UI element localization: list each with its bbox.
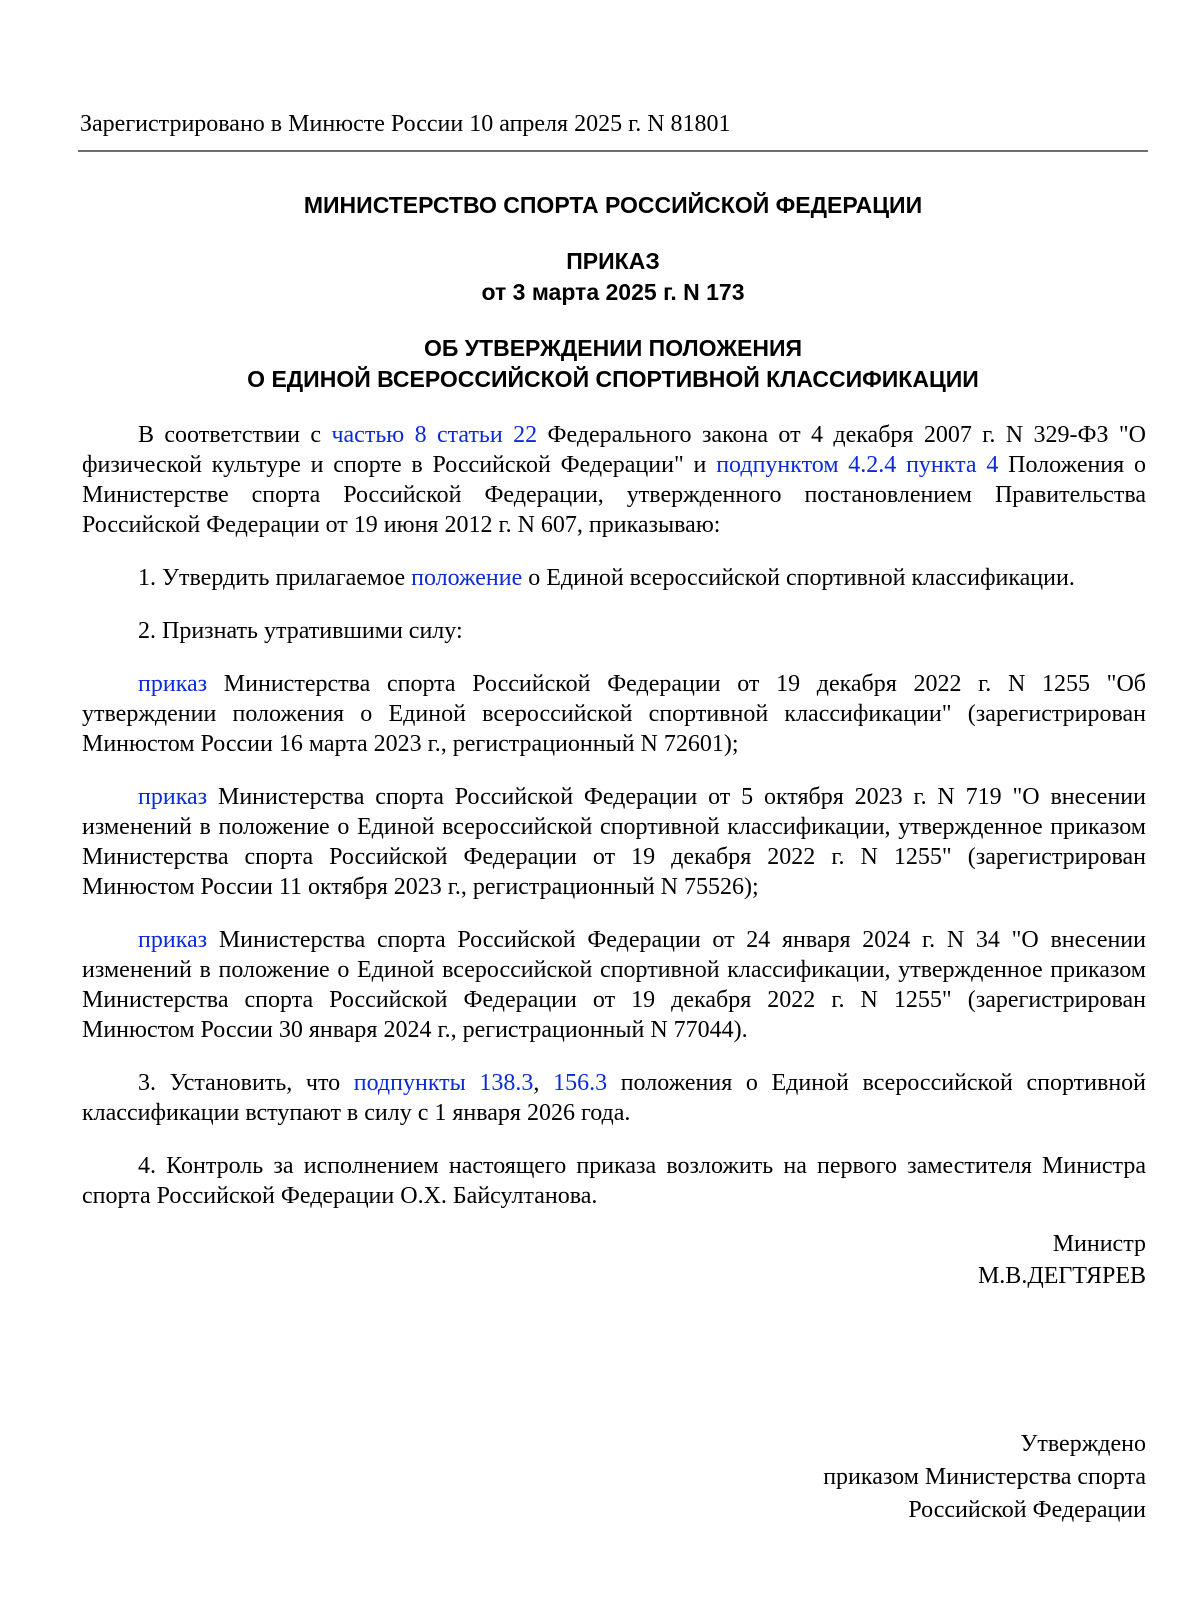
preamble-text-2: Федерального закона от 4 декабря 2007 г. N 329-ФЗ "О физической культуре и спорте в Российской Федерации" и xyxy=(82,422,1146,478)
order-subject-line-2: О ЕДИНОЙ ВСЕРОССИЙСКОЙ СПОРТИВНОЙ КЛАССИФИКАЦИИ xyxy=(247,366,979,392)
approved-line-2: приказом Министерства спорта xyxy=(823,1464,1146,1490)
item-3-text-2: , xyxy=(533,1070,554,1096)
link-subclause-156-3[interactable]: 156.3 xyxy=(553,1070,608,1096)
link-law-article[interactable]: частью 8 статьи 22 xyxy=(331,422,538,448)
order-body xyxy=(82,420,1146,1234)
item-1-paragraph xyxy=(82,563,1146,593)
signatory-position: Министр xyxy=(1052,1231,1146,1257)
order-date-number: от 3 марта 2025 г. N 173 xyxy=(481,279,745,305)
link-repealed-order-1[interactable]: приказ xyxy=(138,671,208,697)
repealed-order-3 xyxy=(82,925,1146,1045)
repealed-order-3-text: Министерства спорта Российской Федерации от 24 января 2024 г. N 34 "О внесении изменений в положение о Единой всероссийской спортивной классификации, утвержденное приказом Министерства спорта Российской Федерации от 19 декабря 2022 г. N 1255" (зарегистрирован Минюстом России 30 января 2024 г., регистрационный N 77044). xyxy=(82,927,1146,1043)
link-subclause-138-3[interactable]: подпункты 138.3 xyxy=(353,1070,534,1096)
preamble-paragraph xyxy=(82,420,1146,540)
repealed-order-2 xyxy=(82,782,1146,902)
order-title: ПРИКАЗ xyxy=(566,248,660,274)
approved-line-3: Российской Федерации xyxy=(908,1497,1146,1523)
repealed-order-2-text: Министерства спорта Российской Федерации от 5 октября 2023 г. N 719 "О внесении изменений в положение о Единой всероссийской спортивной классификации, утвержденное приказом Министерства спорта Российской Федерации от 19 декабря 2022 г. N 1255" (зарегистрирован Минюстом России 11 октября 2023 г., регистрационный N 75526); xyxy=(82,784,1146,900)
link-repealed-order-3[interactable]: приказ xyxy=(138,927,208,953)
item-3-text-3: положения о Единой всероссийской спортивной классификации вступают в силу с 1 января 2026 года. xyxy=(82,1070,1147,1126)
header-divider xyxy=(78,150,1148,152)
item-1-text-1: 1. Утвердить прилагаемое xyxy=(138,565,412,591)
item-1-text-2: о Единой всероссийской спортивной классификации. xyxy=(522,565,1075,591)
item-2-paragraph: 2. Признать утратившими силу: xyxy=(138,618,463,644)
item-3-text-1: 3. Установить, что xyxy=(138,1070,354,1096)
link-repealed-order-2[interactable]: приказ xyxy=(138,784,208,810)
item-4-paragraph: 4. Контроль за исполнением настоящего приказа возложить на первого заместителя Министра спорта Российской Федерации О.Х. Байсултанова. xyxy=(82,1153,1146,1209)
ministry-title: МИНИСТЕРСТВО СПОРТА РОССИЙСКОЙ ФЕДЕРАЦИИ xyxy=(303,192,923,218)
registration-note: Зарегистрировано в Минюсте России 10 апреля 2025 г. N 81801 xyxy=(80,111,731,137)
link-regulation[interactable]: положение xyxy=(411,565,523,591)
signature-block xyxy=(978,1228,1146,1292)
preamble-text-1: В соответствии с xyxy=(138,422,332,448)
item-3-paragraph xyxy=(82,1068,1146,1128)
approved-line-1: Утверждено xyxy=(1020,1431,1146,1457)
preamble-text-3: Положения о Министерстве спорта Российской Федерации, утвержденного постановлением Правительства Российской Федерации от 19 июня 2012 г. N 607, приказываю: xyxy=(82,452,1146,538)
repealed-order-1 xyxy=(82,669,1146,759)
repealed-order-1-text: Министерства спорта Российской Федерации от 19 декабря 2022 г. N 1255 "Об утверждении положения о Единой всероссийской спортивной классификации" (зарегистрирован Минюстом России 16 марта 2023 г., регистрационный N 72601); xyxy=(82,671,1146,757)
approval-stamp-block xyxy=(823,1428,1146,1527)
order-subject-line-1: ОБ УТВЕРЖДЕНИИ ПОЛОЖЕНИЯ xyxy=(423,335,803,361)
signatory-name: М.В.ДЕГТЯРЕВ xyxy=(977,1263,1146,1289)
link-regulation-subclause[interactable]: подпунктом 4.2.4 пункта 4 xyxy=(716,452,999,478)
